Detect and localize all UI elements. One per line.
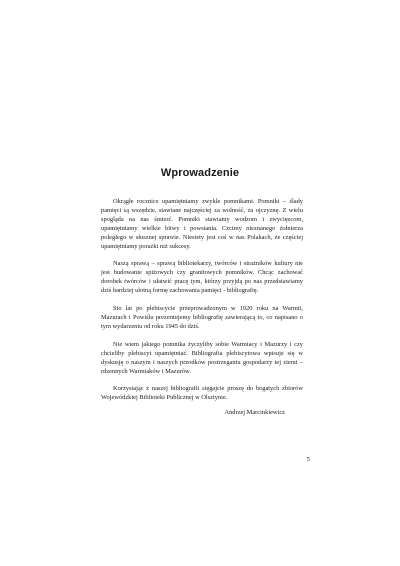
author-signature: Andrzej Marcinkiewicz — [224, 409, 285, 417]
page-number: 5 — [306, 456, 310, 463]
paragraph-3: Sto lat po plebiscycie przeprowadzonym w 1920 roku na Warmii, Mazurach i Powiślu prezentujemy bibliografię zawierającą to, co napisano o tym wydarzeniu od roku 1945 do dziś. — [101, 305, 303, 330]
paragraph-2: Naszą sprawą – sprawą bibliotekarzy, twórców i strażników kultury nie jest budowanie spiżowych czy granitowych pomników. Chcąc zachować dorobek twórców i ułatwić pracę tym, którzy przyjdą po nas przedstawiamy dziś bardziej ulotną formę zachowania pamięci - bibliografię. — [101, 260, 303, 295]
paragraph-1: Okrągłe rocznice upamiętniamy zwykle pomnikami. Pomniki – ślady pamięci są wszędzie, stawiane najczęściej za wolność, za ojczyznę. Z wielu spogląda na nas śmierć. Pomniki stawiamy wodzom i zwycięzcom, upamiętniamy wielkie bitwy i powstania. Czcimy nieznanego żołnierza poległego w słusznej sprawie. Niestety jest coś w nas Polakach, że częściej upamiętniamy porażki niż sukcesy. — [101, 198, 303, 250]
introduction-body — [101, 198, 303, 418]
paragraph-5: Korzystając z naszej bibliografii sięgajcie proszę do bogatych zbiorów Wojewódzkiej Biblioteki Publicznej w Olsztynie. — [101, 385, 303, 402]
paragraph-4: Nie wiem jakiego pomnika życzyliby sobie Warmiacy i Mazurzy i czy chcieliby plebiscyt upamiętniać. Bibliografia plebiscytowa wpisuje się w dyskusję o naszym i naszych przodków postrzeganiu gospodarzy tej ziemi – rdzennych Warmiaków i Mazurów. — [101, 340, 303, 375]
page-title: Wprowadzenie — [160, 167, 240, 179]
